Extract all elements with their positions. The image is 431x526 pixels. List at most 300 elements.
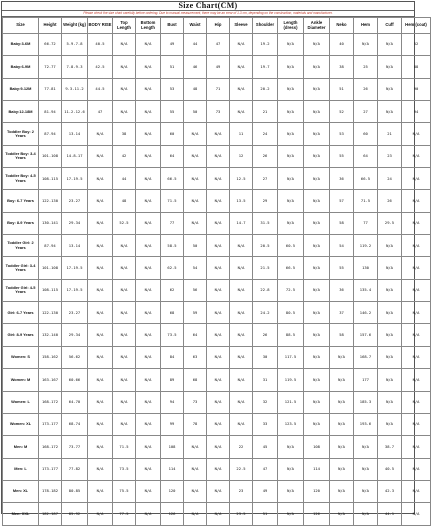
- table-cell: 42: [113, 145, 136, 167]
- table-cell: 122-130: [39, 302, 62, 324]
- table-cell: 66.5: [161, 168, 184, 190]
- table-cell: 121.5: [278, 391, 304, 413]
- table-cell: 13-14: [62, 123, 88, 145]
- table-cell: 123.5: [278, 413, 304, 435]
- table-cell: N/A: [378, 34, 402, 56]
- table-cell: N/A: [230, 391, 253, 413]
- column-header: Waist: [184, 18, 207, 34]
- table-cell: 77-82: [62, 458, 88, 480]
- table-cell: 31: [253, 369, 278, 391]
- size-label: Baby:9-12M: [3, 78, 39, 100]
- table-cell: 64: [354, 145, 378, 167]
- table-cell: 27: [354, 101, 378, 123]
- table-cell: 23: [378, 145, 402, 167]
- table-cell: 130-141: [39, 212, 62, 234]
- table-row: [3, 346, 431, 368]
- size-label: Baby:3-6M: [3, 34, 39, 56]
- table-cell: 17-19.5: [62, 168, 88, 190]
- table-cell: 56: [184, 279, 207, 301]
- table-cell: N/A: [304, 123, 330, 145]
- table-cell: N/A: [184, 190, 207, 212]
- table-cell: 178-182: [39, 480, 62, 502]
- table-cell: 60.5: [278, 235, 304, 257]
- table-cell: 13.5: [230, 190, 253, 212]
- table-cell: 51: [330, 78, 354, 100]
- size-label: Men: XXL: [3, 503, 39, 525]
- table-cell: N/A: [378, 346, 402, 368]
- table-cell: N/A: [402, 391, 431, 413]
- table-cell: N/A: [88, 190, 113, 212]
- table-cell: N/A: [207, 346, 230, 368]
- table-cell: N/A: [207, 302, 230, 324]
- table-cell: 57: [330, 190, 354, 212]
- column-header: Hem: [354, 18, 378, 34]
- table-cell: N/A: [230, 101, 253, 123]
- table-cell: N/A: [378, 302, 402, 324]
- table-cell: N/A: [278, 212, 304, 234]
- table-cell: N/A: [88, 212, 113, 234]
- table-row: [3, 503, 431, 525]
- table-cell: N/A: [378, 78, 402, 100]
- table-cell: 94: [402, 101, 431, 123]
- table-cell: N/A: [278, 503, 304, 525]
- table-cell: N/A: [113, 257, 136, 279]
- table-cell: 20.2: [253, 78, 278, 100]
- table-cell: N/A: [304, 101, 330, 123]
- table-cell: 114: [161, 458, 184, 480]
- table-cell: 71: [207, 78, 230, 100]
- table-cell: N/A: [304, 346, 330, 368]
- table-cell: N/A: [88, 324, 113, 346]
- table-cell: 51: [253, 503, 278, 525]
- size-label: Toddler Boy: 2 Years: [3, 123, 39, 145]
- table-cell: 108: [304, 436, 330, 458]
- table-cell: N/A: [402, 257, 431, 279]
- size-label: Baby:12-18M: [3, 101, 39, 123]
- table-cell: N/A: [88, 168, 113, 190]
- table-cell: 21: [253, 101, 278, 123]
- table-cell: 11.2-12.6: [62, 101, 88, 123]
- table-cell: 64: [184, 324, 207, 346]
- table-cell: 193.6: [354, 413, 378, 435]
- table-cell: N/A: [230, 346, 253, 368]
- table-cell: N/A: [278, 458, 304, 480]
- table-cell: N/A: [136, 34, 161, 56]
- table-cell: N/A: [136, 436, 161, 458]
- size-label: Toddler Girl: 3-4 Years: [3, 257, 39, 279]
- column-header: Length (dress): [278, 18, 304, 34]
- table-cell: N/A: [402, 190, 431, 212]
- table-cell: 63: [184, 346, 207, 368]
- table-cell: N/A: [278, 436, 304, 458]
- size-label: Women: XL: [3, 413, 39, 435]
- table-row: [3, 190, 431, 212]
- table-cell: N/A: [113, 101, 136, 123]
- table-cell: 26: [378, 190, 402, 212]
- table-cell: 23-27: [62, 302, 88, 324]
- table-cell: 58: [330, 212, 354, 234]
- table-cell: N/A: [304, 279, 330, 301]
- table-cell: 173-177: [39, 413, 62, 435]
- table-cell: 44.5: [88, 78, 113, 100]
- table-cell: 71.5: [354, 190, 378, 212]
- size-label: Baby:6-9M: [3, 56, 39, 78]
- table-cell: N/A: [378, 257, 402, 279]
- table-cell: N/A: [304, 34, 330, 56]
- table-cell: 47: [253, 458, 278, 480]
- size-label: Men: XL: [3, 480, 39, 502]
- table-cell: N/A: [136, 324, 161, 346]
- table-cell: N/A: [230, 369, 253, 391]
- size-label: Girl: 6-7 Years: [3, 302, 39, 324]
- table-cell: N/A: [184, 458, 207, 480]
- column-header: Height: [39, 18, 62, 34]
- table-cell: N/A: [304, 168, 330, 190]
- table-cell: N/A: [136, 257, 161, 279]
- table-cell: 158-162: [39, 346, 62, 368]
- table-cell: N/A: [402, 413, 431, 435]
- table-cell: N/A: [88, 503, 113, 525]
- table-cell: 73: [184, 391, 207, 413]
- table-cell: N/A: [278, 78, 304, 100]
- table-cell: 75.5: [113, 480, 136, 502]
- table-row: [3, 279, 431, 301]
- table-cell: 17-19.5: [62, 279, 88, 301]
- table-cell: N/A: [402, 324, 431, 346]
- table-cell: 55: [330, 145, 354, 167]
- table-cell: 62.5: [161, 257, 184, 279]
- table-body: [3, 34, 431, 526]
- table-cell: N/A: [184, 212, 207, 234]
- table-cell: N/A: [378, 413, 402, 435]
- table-cell: 48: [184, 78, 207, 100]
- table-cell: N/A: [136, 145, 161, 167]
- table-cell: N/A: [136, 212, 161, 234]
- table-cell: 88.5: [278, 324, 304, 346]
- table-cell: 185.3: [354, 391, 378, 413]
- table-cell: 126: [161, 503, 184, 525]
- table-cell: 12: [230, 145, 253, 167]
- table-cell: N/A: [330, 391, 354, 413]
- table-cell: 27: [253, 168, 278, 190]
- table-row: [3, 324, 431, 346]
- table-cell: N/A: [207, 190, 230, 212]
- table-cell: 55: [330, 257, 354, 279]
- table-cell: 68: [184, 369, 207, 391]
- table-cell: 90: [402, 78, 431, 100]
- table-cell: 73-77: [62, 436, 88, 458]
- table-cell: 47: [207, 34, 230, 56]
- table-cell: N/A: [402, 302, 431, 324]
- table-cell: N/A: [402, 503, 431, 525]
- table-cell: N/A: [378, 369, 402, 391]
- table-cell: 45: [253, 436, 278, 458]
- table-cell: 87-94: [39, 123, 62, 145]
- table-cell: 22: [230, 436, 253, 458]
- table-cell: N/A: [88, 279, 113, 301]
- table-cell: 101-108: [39, 145, 62, 167]
- table-cell: N/A: [184, 503, 207, 525]
- header-row: [3, 18, 431, 34]
- table-cell: 60: [161, 123, 184, 145]
- table-cell: 50: [184, 235, 207, 257]
- table-cell: 19.7: [253, 56, 278, 78]
- table-cell: 77: [161, 212, 184, 234]
- table-cell: 38.7: [378, 436, 402, 458]
- table-cell: N/A: [278, 145, 304, 167]
- table-cell: N/A: [207, 123, 230, 145]
- table-cell: N/A: [136, 78, 161, 100]
- table-cell: N/A: [136, 302, 161, 324]
- table-cell: N/A: [113, 369, 136, 391]
- table-cell: N/A: [402, 346, 431, 368]
- table-cell: 7.8-9.3: [62, 56, 88, 78]
- table-cell: 77: [354, 212, 378, 234]
- size-label: Toddler Girl: 4-5 Years: [3, 279, 39, 301]
- column-header: Hem (coat): [402, 18, 431, 34]
- table-cell: N/A: [230, 324, 253, 346]
- table-cell: 37: [330, 302, 354, 324]
- table-cell: 46: [184, 56, 207, 78]
- table-cell: 52.5: [113, 212, 136, 234]
- table-cell: 58.5: [161, 235, 184, 257]
- table-cell: N/A: [354, 480, 378, 502]
- table-cell: 108-115: [39, 168, 62, 190]
- table-cell: 66.5: [278, 257, 304, 279]
- table-cell: 23: [230, 480, 253, 502]
- table-cell: 89: [161, 369, 184, 391]
- table-cell: N/A: [304, 212, 330, 234]
- table-cell: 53: [161, 78, 184, 100]
- table-cell: 119.2: [354, 235, 378, 257]
- table-cell: 73: [207, 101, 230, 123]
- table-cell: N/A: [354, 503, 378, 525]
- table-cell: 29.5: [378, 212, 402, 234]
- table-cell: 24: [378, 168, 402, 190]
- table-cell: N/A: [330, 413, 354, 435]
- table-cell: 25: [354, 56, 378, 78]
- table-cell: N/A: [278, 480, 304, 502]
- column-header: Weight (kg): [62, 18, 88, 34]
- table-cell: 33: [253, 413, 278, 435]
- size-label: Women: L: [3, 391, 39, 413]
- table-cell: N/A: [402, 279, 431, 301]
- table-row: [3, 369, 431, 391]
- table-cell: 120: [304, 480, 330, 502]
- table-cell: N/A: [354, 436, 378, 458]
- table-cell: 9.3-11.2: [62, 78, 88, 100]
- table-cell: N/A: [88, 413, 113, 435]
- table-row: [3, 413, 431, 435]
- table-cell: 80.5: [278, 302, 304, 324]
- table-cell: 80-85: [62, 480, 88, 502]
- table-cell: N/A: [136, 480, 161, 502]
- table-cell: 120: [161, 480, 184, 502]
- table-cell: 146.2: [354, 302, 378, 324]
- size-label: Girl: 8-9 Years: [3, 324, 39, 346]
- table-cell: N/A: [136, 346, 161, 368]
- table-cell: 88: [402, 56, 431, 78]
- table-cell: N/A: [88, 436, 113, 458]
- table-cell: N/A: [136, 168, 161, 190]
- table-cell: 71.5: [113, 436, 136, 458]
- table-cell: N/A: [113, 34, 136, 56]
- table-cell: N/A: [88, 480, 113, 502]
- table-cell: 22.8: [253, 279, 278, 301]
- table-cell: N/A: [230, 34, 253, 56]
- table-cell: N/A: [136, 391, 161, 413]
- table-cell: 5.9-7.8: [62, 34, 88, 56]
- table-row: [3, 235, 431, 257]
- table-cell: 52: [330, 101, 354, 123]
- table-cell: 23.5: [230, 503, 253, 525]
- table-cell: 31.5: [253, 212, 278, 234]
- table-cell: N/A: [304, 257, 330, 279]
- table-row: [3, 212, 431, 234]
- table-cell: N/A: [88, 369, 113, 391]
- table-cell: 59: [184, 302, 207, 324]
- table-cell: N/A: [230, 302, 253, 324]
- table-cell: 21: [378, 123, 402, 145]
- table-cell: 114: [304, 458, 330, 480]
- size-label: Toddler Boy: 3-4 Years: [3, 145, 39, 167]
- column-header: Cuff: [378, 18, 402, 34]
- table-cell: N/A: [278, 34, 304, 56]
- table-cell: 101-108: [39, 257, 62, 279]
- chart-title: Size Chart(CM): [2, 2, 414, 11]
- table-cell: 47: [88, 101, 113, 123]
- table-cell: N/A: [113, 346, 136, 368]
- column-header: Shoulder: [253, 18, 278, 34]
- table-cell: N/A: [88, 391, 113, 413]
- table-cell: 66-72: [39, 34, 62, 56]
- table-cell: N/A: [402, 212, 431, 234]
- table-cell: 32: [253, 391, 278, 413]
- table-row: [3, 101, 431, 123]
- table-cell: 60-66: [62, 369, 88, 391]
- table-cell: 13-14: [62, 235, 88, 257]
- table-cell: 54: [184, 257, 207, 279]
- table-row: [3, 78, 431, 100]
- table-cell: 87-94: [39, 235, 62, 257]
- table-cell: 11: [230, 123, 253, 145]
- table-cell: 71.5: [161, 190, 184, 212]
- column-header: Bottom Length: [136, 18, 161, 34]
- table-cell: 77.5: [113, 503, 136, 525]
- size-label: Men: L: [3, 458, 39, 480]
- table-row: [3, 391, 431, 413]
- table-cell: N/A: [207, 279, 230, 301]
- table-cell: 22.5: [230, 458, 253, 480]
- table-cell: N/A: [304, 324, 330, 346]
- column-header: Sleeve: [230, 18, 253, 34]
- table-cell: N/A: [354, 34, 378, 56]
- size-label: Boy: 6-7 Years: [3, 190, 39, 212]
- size-label: Boy: 8-9 Years: [3, 212, 39, 234]
- table-cell: N/A: [207, 235, 230, 257]
- table-cell: N/A: [304, 56, 330, 78]
- table-cell: N/A: [402, 145, 431, 167]
- table-cell: 77-81: [39, 78, 62, 100]
- table-cell: N/A: [207, 212, 230, 234]
- table-cell: N/A: [330, 369, 354, 391]
- table-cell: 168-172: [39, 391, 62, 413]
- table-cell: 94: [161, 391, 184, 413]
- size-label: Women: S: [3, 346, 39, 368]
- table-cell: 36: [330, 279, 354, 301]
- table-cell: N/A: [88, 458, 113, 480]
- table-cell: N/A: [304, 190, 330, 212]
- table-cell: 29-34: [62, 212, 88, 234]
- table-cell: N/A: [184, 480, 207, 502]
- table-row: [3, 257, 431, 279]
- table-cell: N/A: [230, 413, 253, 435]
- table-cell: 55: [161, 101, 184, 123]
- table-cell: N/A: [402, 369, 431, 391]
- table-cell: 119.5: [278, 369, 304, 391]
- size-label: Toddler Girl: 2 Years: [3, 235, 39, 257]
- table-cell: 163-167: [39, 369, 62, 391]
- table-cell: N/A: [230, 235, 253, 257]
- table-cell: 38: [330, 56, 354, 78]
- table-row: [3, 123, 431, 145]
- table-cell: 157.6: [354, 324, 378, 346]
- table-cell: 85-92: [62, 503, 88, 525]
- table-cell: 44: [113, 168, 136, 190]
- table-cell: N/A: [88, 145, 113, 167]
- table-cell: N/A: [207, 257, 230, 279]
- table-cell: N/A: [402, 168, 431, 190]
- table-cell: 44.1: [378, 503, 402, 525]
- table-cell: 84: [161, 346, 184, 368]
- chart-note: Please check the size chart carefully before ordering. Due to manual measurement, there may be an error of 1-3 cm, depending on the construction, materials and manufacturer.: [2, 11, 414, 17]
- table-cell: 182-187: [39, 503, 62, 525]
- table-cell: 29: [253, 190, 278, 212]
- table-cell: N/A: [330, 458, 354, 480]
- table-cell: N/A: [136, 56, 161, 78]
- table-cell: N/A: [378, 101, 402, 123]
- table-cell: N/A: [278, 190, 304, 212]
- table-cell: N/A: [402, 480, 431, 502]
- table-cell: N/A: [378, 235, 402, 257]
- table-cell: N/A: [230, 56, 253, 78]
- table-cell: N/A: [402, 436, 431, 458]
- table-cell: 68: [161, 302, 184, 324]
- column-header: Neko: [330, 18, 354, 34]
- table-cell: 30: [253, 346, 278, 368]
- column-header: BODY RISE: [88, 18, 113, 34]
- table-cell: 168.7: [354, 346, 378, 368]
- table-cell: N/A: [136, 101, 161, 123]
- table-cell: N/A: [207, 458, 230, 480]
- table-cell: N/A: [304, 391, 330, 413]
- table-cell: 49: [253, 480, 278, 502]
- table-cell: 132-140: [39, 324, 62, 346]
- table-cell: 24: [253, 123, 278, 145]
- table-cell: 26: [253, 145, 278, 167]
- table-cell: 78: [184, 413, 207, 435]
- table-cell: 108: [161, 436, 184, 458]
- table-cell: 50: [184, 101, 207, 123]
- table-cell: 177: [354, 369, 378, 391]
- table-cell: N/A: [113, 279, 136, 301]
- table-cell: 38: [113, 123, 136, 145]
- table-cell: N/A: [88, 257, 113, 279]
- table-cell: 40.5: [88, 34, 113, 56]
- table-cell: N/A: [378, 56, 402, 78]
- table-cell: 66.5: [354, 168, 378, 190]
- table-cell: N/A: [136, 123, 161, 145]
